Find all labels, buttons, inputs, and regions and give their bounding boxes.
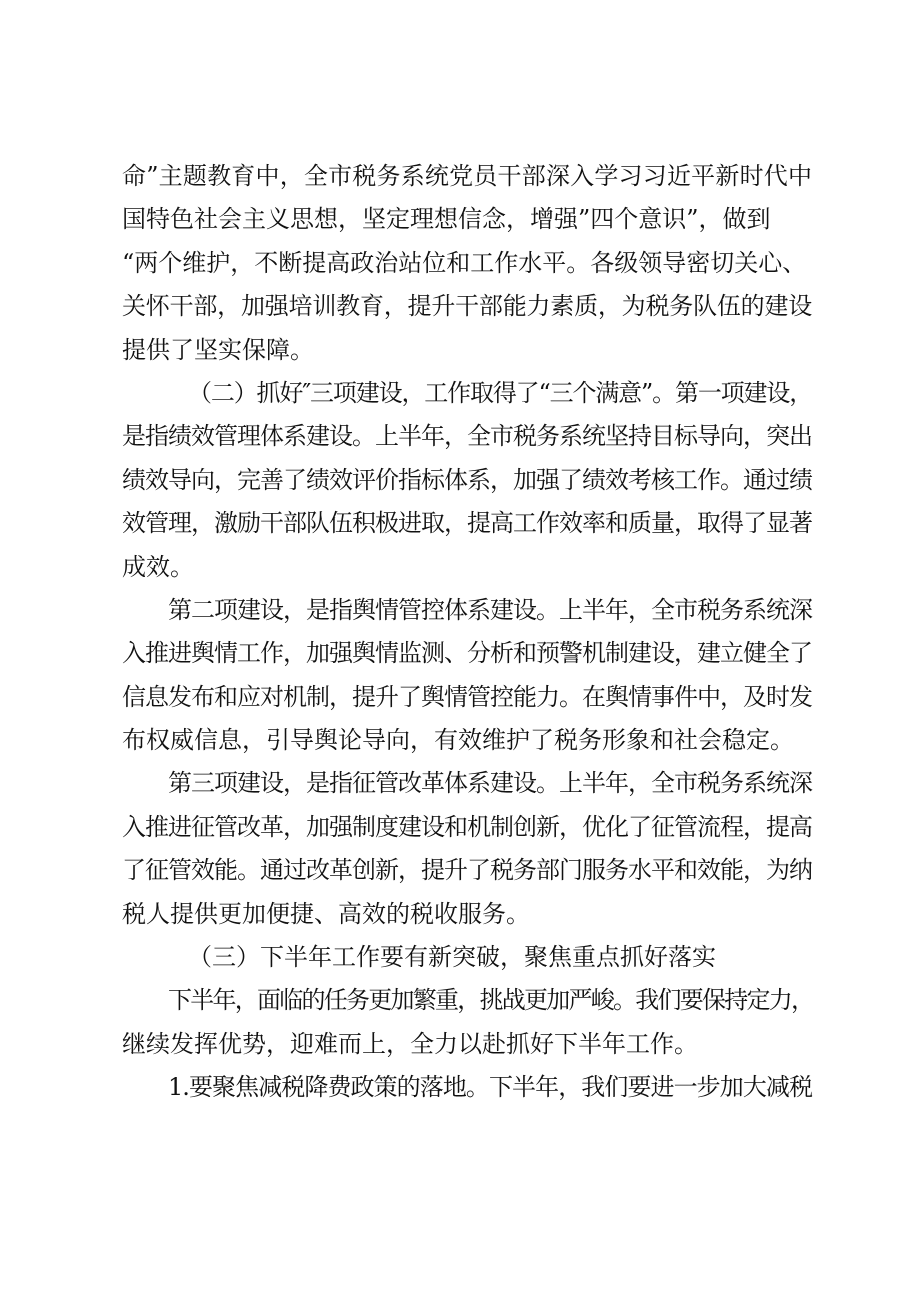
text-line: 下半年，面临的任务更加繁重，挑战更加严峻。我们要保持定力， [168, 986, 814, 1015]
text-line: 入推进征管改革，加强制度建设和机制创新，优化了征管流程，提高 [122, 812, 812, 841]
text-line: 1.要聚焦减税降费政策的落地。下半年，我们要进一步加大减税 [168, 1073, 812, 1102]
text-line: 关怀干部，加强培训教育，提升干部能力素质，为税务队伍的建设 [122, 292, 812, 321]
text-line: 绩效导向，完善了绩效评价指标体系，加强了绩效考核工作。通过绩 [122, 465, 812, 494]
text-line: 信息发布和应对机制，提升了舆情管控能力。在舆情事件中，及时发 [122, 682, 812, 711]
text-line: 提供了坚实保障。 [122, 335, 314, 364]
text-line: “两个维护，不断提高政治站位和工作水平。各级领导密切关心、 [122, 248, 807, 277]
text-line: 效管理，激励干部队伍积极进取，提高工作效率和质量，取得了显著 [122, 509, 812, 538]
paragraph-heading: （二）抓好″三项建设，工作取得了“三个满意”。第一项建设， [188, 378, 812, 407]
text-line: 第二项建设，是指舆情管控体系建设。上半年，全市税务系统深 [168, 595, 812, 624]
text-line: 税人提供更加便捷、高效的税收服务。 [122, 899, 530, 928]
text-line: 是指绩效管理体系建设。上半年，全市税务系统坚持目标导向，突出 [122, 422, 812, 451]
text-line: 成效。 [122, 552, 194, 581]
text-line: 第三项建设，是指征管改革体系建设。上半年，全市税务系统深 [168, 769, 812, 798]
document-body [122, 155, 812, 1110]
text-line: 布权威信息，引导舆论导向，有效维护了税务形象和社会稳定。 [122, 726, 794, 755]
text-line: 入推进舆情工作，加强舆情监测、分析和预警机制建设，建立健全了 [122, 639, 812, 668]
section-heading: （三）下半年工作要有新突破，聚焦重点抓好落实 [188, 943, 716, 972]
text-line: 国特色社会主义思想，坚定理想信念，增强”四个意识”，做到 [122, 205, 771, 234]
text-line: 命”主题教育中，全市税务系统党员干部深入学习习近平新时代中 [122, 162, 812, 190]
text-line: 继续发挥优势，迎难而上，全力以赴抓好下半年工作。 [122, 1029, 698, 1058]
text-line: 了征管效能。通过改革创新，提升了税务部门服务水平和效能，为纳 [122, 856, 812, 885]
